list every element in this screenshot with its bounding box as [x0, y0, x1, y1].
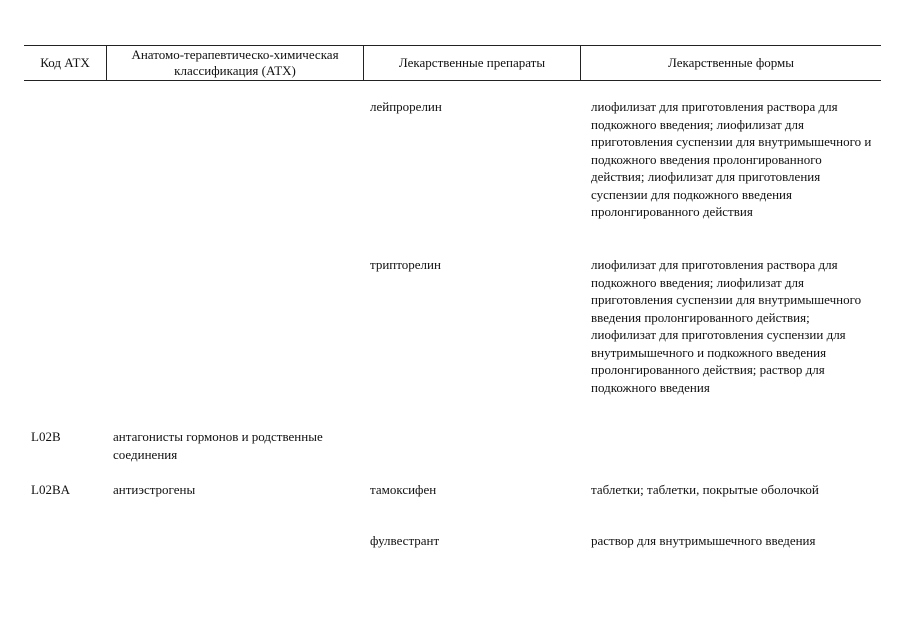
- table-row-drug: лейпрорелин: [370, 99, 442, 114]
- table-row-forms: раствор для внутримышечного введения: [591, 533, 816, 548]
- table-header-bottom-rule: [24, 80, 881, 81]
- table-row-drug: фулвестрант: [370, 533, 440, 548]
- header-classification-label: Анатомо-терапевтическо-химическая классификация (АТХ): [131, 46, 339, 78]
- header-forms-label: Лекарственные формы: [667, 54, 795, 70]
- table-row-classification: антагонисты гормонов и родственные соединения: [113, 429, 323, 462]
- header-classification-cell: [107, 45, 363, 80]
- header-code-label: Код АТХ: [40, 54, 90, 70]
- table-row-drug: трипторелин: [370, 257, 441, 272]
- table-row-classification: антиэстрогены: [113, 482, 196, 497]
- table-row-code: L02B: [31, 429, 61, 444]
- table-row-forms: лиофилизат для приготовления раствора для подкожного введения; лиофилизат для приготовления суспензии для внутримышечного введения пролонгированного действия; лиофилизат для приготовления суспензии для внутримышечного и подкожного введения пролонгированного действия; раствор для подкожного введения: [591, 257, 862, 395]
- table-row-code: L02BA: [31, 482, 70, 497]
- header-forms-cell: [581, 45, 881, 80]
- header-code-cell: [24, 45, 106, 80]
- header-drugs-label: Лекарственные препараты: [398, 54, 546, 70]
- table-row-forms: лиофилизат для приготовления раствора для подкожного введения; лиофилизат для приготовления суспензии для внутримышечного и подкожного введения пролонгированного действия; лиофилизат для приготовления суспензии для подкожного введения пролонгированного действия: [591, 99, 872, 219]
- table-row-forms: таблетки; таблетки, покрытые оболочкой: [591, 482, 819, 497]
- table-row-drug: тамоксифен: [370, 482, 437, 497]
- header-drugs-cell: [364, 45, 580, 80]
